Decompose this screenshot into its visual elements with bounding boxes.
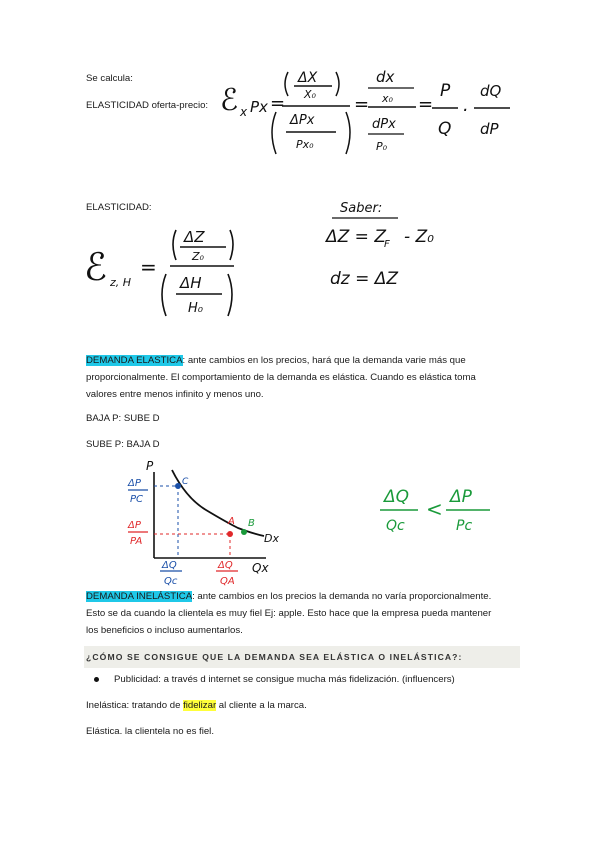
dz-equation: ΔZ = Z xyxy=(326,227,386,247)
epsilon-subscript: x xyxy=(240,105,248,119)
dq-numerator: dQ xyxy=(480,82,502,100)
demanda-inelastica-line-1: DEMANDA INELÁSTICA: ante cambios en los precios la demanda no varía proporcionalmente. xyxy=(86,591,492,602)
delta-p-blue: ΔP xyxy=(128,478,141,489)
formula-elasticidad-oferta xyxy=(218,62,518,167)
delta-q-blue: ΔQ xyxy=(162,560,177,571)
epsilon-subscript-2: z, H xyxy=(110,276,132,289)
delta-x: ΔX xyxy=(298,70,318,86)
ineq-pc: Pc xyxy=(456,518,473,534)
delta-z: ΔZ xyxy=(184,228,205,246)
z-final-subscript: F xyxy=(384,239,390,250)
demanda-elastica-line-1: DEMANDA ELASTICA: ante cambios en los precios, hará que la demanda varie más que xyxy=(86,355,466,366)
bullet-publicidad: Publicidad: a través d internet se consigue mucha más fidelización. (influencers) xyxy=(114,674,455,685)
p-axis-label: P xyxy=(146,459,154,473)
epsilon-symbol: ℰ xyxy=(220,83,239,118)
epsilon-symbol-2: ℰ xyxy=(84,245,108,289)
demanda-inelastica-line-2: Esto se da cuando la clientela es muy fiel Ej: apple. Esto hace que la empresa pueda mantener xyxy=(86,608,492,619)
se-calcula-text: Se calcula: xyxy=(86,73,133,84)
qc-blue: Qc xyxy=(164,576,178,587)
elasticidad-label: ELASTICIDAD: xyxy=(86,202,152,213)
bullet-icon xyxy=(94,677,99,682)
baja-p-line: BAJA P: SUBE D xyxy=(86,413,160,424)
section-header: ¿CÓMO SE CONSIGUE QUE LA DEMANDA SEA ELÁSTICA O INELÁSTICA?: xyxy=(84,646,520,668)
qx-axis-label: Qx xyxy=(252,561,269,575)
demanda-inelastica-highlight: DEMANDA INELÁSTICA xyxy=(86,591,193,602)
delta-h: ΔH xyxy=(180,274,202,292)
delta-p-red: ΔP xyxy=(128,520,141,531)
fidelizar-highlight: fidelizar xyxy=(183,700,217,711)
green-inequality xyxy=(376,480,516,555)
qa-red: QA xyxy=(220,576,235,587)
elasticidad-oferta-label: ELASTICIDAD oferta-precio: xyxy=(86,100,209,111)
demand-graph xyxy=(126,458,296,593)
label-b: B xyxy=(248,518,255,529)
label-dx: Dx xyxy=(264,532,279,545)
less-than-sign: < xyxy=(426,497,443,521)
ineq-qc: Qc xyxy=(386,518,405,534)
q-denominator: Q xyxy=(438,119,452,139)
delta-px: ΔPx xyxy=(290,113,315,128)
z-zero-term: - Z₀ xyxy=(404,227,434,247)
dp-denominator: dP xyxy=(480,120,499,138)
demanda-inelastica-line-3: los beneficios o incluso aumentarlos. xyxy=(86,625,243,636)
equals-3: = xyxy=(418,94,434,115)
dpx-label: dPx xyxy=(372,117,396,132)
sube-p-line: SUBE P: BAJA D xyxy=(86,439,160,450)
px-zero: Px₀ xyxy=(296,138,314,151)
saber-label: Saber: xyxy=(340,201,383,216)
demanda-elastica-line-3: valores entre menos infinito y menos uno. xyxy=(86,389,264,400)
elastica-line: Elástica. la clientela no es fiel. xyxy=(86,726,214,737)
p-zero: P₀ xyxy=(376,140,388,153)
label-c: C xyxy=(182,477,189,487)
dz-equals-delta: dz = ΔZ xyxy=(330,269,399,289)
equals-2: = xyxy=(354,94,370,115)
formula-elasticidad-zh xyxy=(84,222,244,327)
demanda-elastica-highlight: DEMANDA ELASTICA xyxy=(86,355,183,366)
p-numerator: P xyxy=(440,81,451,101)
demanda-elastica-line-2: proporcionalmente. El comportamiento de la demanda es elástica. Cuando es elástica toma xyxy=(86,372,476,383)
px-label: Px xyxy=(250,98,268,116)
point-b xyxy=(241,529,247,535)
inelastica-line: Inelástica: tratando de fidelizar al cliente a la marca. xyxy=(86,700,307,711)
equals-4: = xyxy=(140,255,157,279)
label-a: A xyxy=(228,516,235,527)
multiply-dot: · xyxy=(462,100,468,121)
dx-label: dx xyxy=(376,68,395,86)
point-c xyxy=(175,483,181,489)
z-zero: Z₀ xyxy=(192,250,204,263)
delta-q-red: ΔQ xyxy=(218,560,233,571)
h-zero: H₀ xyxy=(188,301,203,316)
x-zero: X₀ xyxy=(304,88,316,101)
point-a xyxy=(227,531,233,537)
ineq-delta-q: ΔQ xyxy=(384,487,410,507)
pc-blue: PC xyxy=(130,494,144,505)
x-zero-2: x₀ xyxy=(382,92,393,105)
pa-red: PA xyxy=(130,536,143,547)
equals-1: = xyxy=(270,93,286,114)
saber-notes xyxy=(322,194,482,299)
ineq-delta-p: ΔP xyxy=(450,487,472,507)
